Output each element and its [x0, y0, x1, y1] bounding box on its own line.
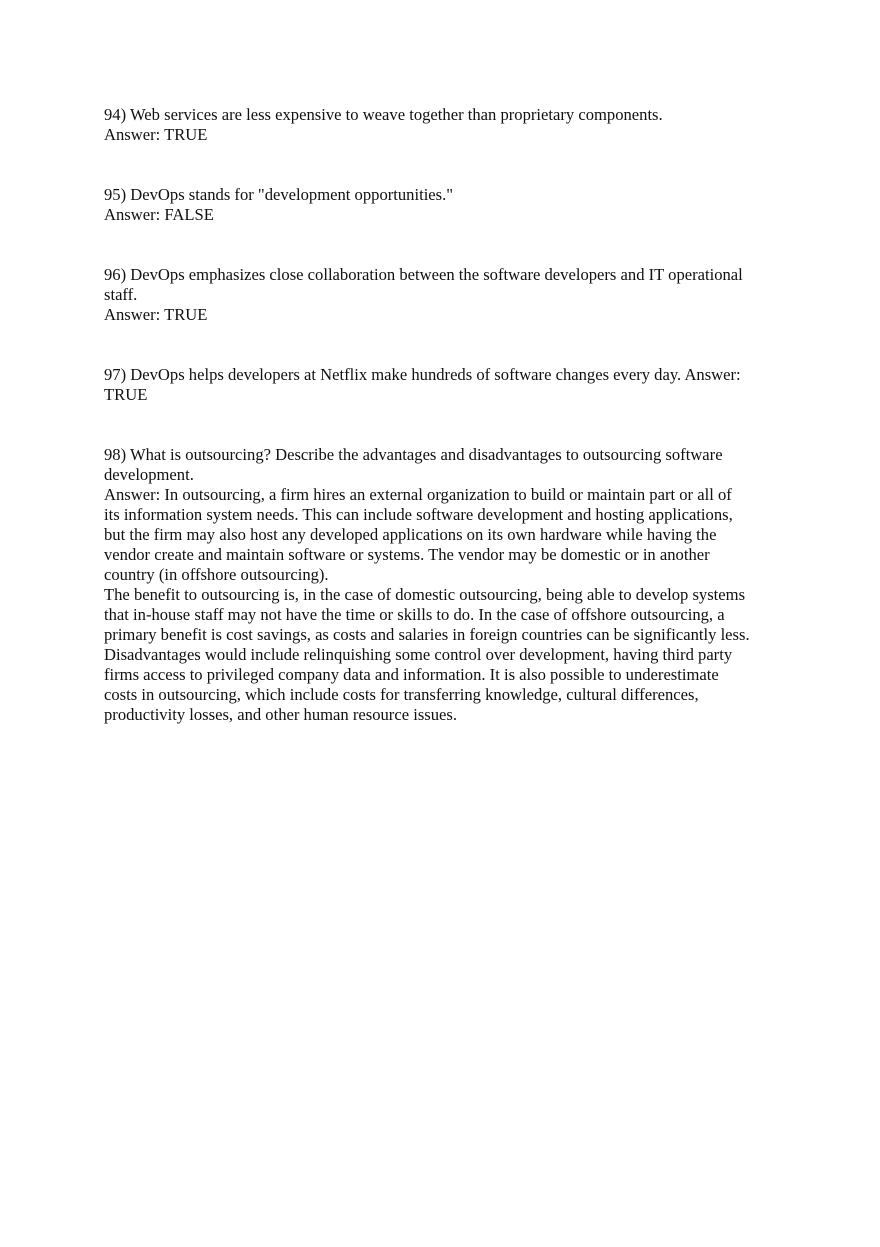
spacer [104, 145, 784, 185]
question-98-answer-line: primary benefit is cost savings, as costs and salaries in foreign countries can be significantly less. [104, 625, 750, 644]
question-96-text-line-2: staff. [104, 285, 138, 304]
question-98-answer-line: that in-house staff may not have the time or skills to do. In the case of offshore outsourcing, a [104, 605, 725, 624]
question-97 [104, 365, 784, 405]
question-98-answer-line: Answer: In outsourcing, a firm hires an external organization to build or maintain part or all of [104, 485, 732, 504]
question-95-answer: Answer: FALSE [104, 205, 214, 224]
question-98-answer-line: but the firm may also host any developed applications on its own hardware while having the [104, 525, 717, 544]
question-98-answer-line: country (in offshore outsourcing). [104, 565, 329, 584]
question-96 [104, 265, 784, 325]
question-94-answer: Answer: TRUE [104, 125, 208, 144]
spacer [104, 405, 784, 445]
question-98-answer-line: its information system needs. This can include software development and hosting applications, [104, 505, 733, 524]
question-98-text-line-1: 98) What is outsourcing? Describe the advantages and disadvantages to outsourcing software [104, 445, 723, 464]
question-98-answer-line: The benefit to outsourcing is, in the case of domestic outsourcing, being able to develop systems [104, 585, 746, 604]
question-95-text: 95) DevOps stands for "development opportunities." [104, 185, 454, 204]
spacer [104, 325, 784, 365]
question-98-text-line-2: development. [104, 465, 194, 484]
question-98-answer-line: costs in outsourcing, which include costs for transferring knowledge, cultural differences, [104, 685, 699, 704]
question-95 [104, 185, 784, 225]
question-94 [104, 105, 784, 145]
question-98 [104, 445, 784, 725]
question-97-line-2: TRUE [104, 385, 148, 404]
document-content [104, 105, 784, 725]
question-98-answer-line: vendor create and maintain software or systems. The vendor may be domestic or in another [104, 545, 710, 564]
question-97-line-1: 97) DevOps helps developers at Netflix make hundreds of software changes every day. Answer: [104, 365, 741, 384]
question-94-text: 94) Web services are less expensive to weave together than proprietary components. [104, 105, 663, 124]
question-98-answer-line: Disadvantages would include relinquishing some control over development, having third party [104, 645, 733, 664]
question-98-answer-line: firms access to privileged company data and information. It is also possible to underestimate [104, 665, 719, 684]
question-96-answer: Answer: TRUE [104, 305, 208, 324]
question-98-answer-line: productivity losses, and other human resource issues. [104, 705, 458, 724]
question-96-text-line-1: 96) DevOps emphasizes close collaboration between the software developers and IT operational [104, 265, 743, 284]
spacer [104, 225, 784, 265]
